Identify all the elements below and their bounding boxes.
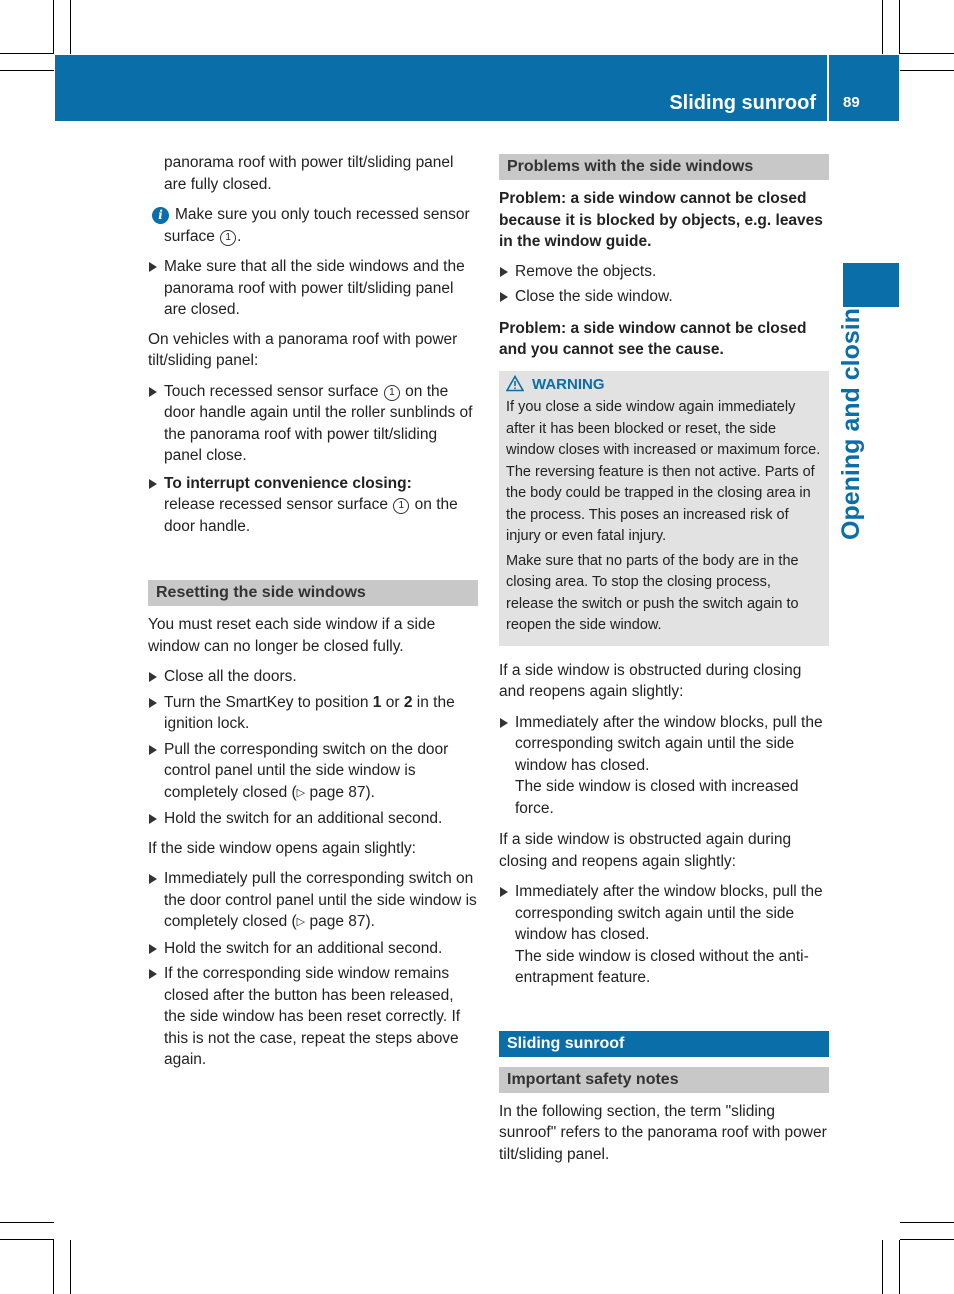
triangle-bullet-icon <box>149 698 157 708</box>
crop-mark <box>0 1239 54 1240</box>
info-text: Make sure you only touch recessed sensor surface 1 . <box>164 206 470 245</box>
crop-mark <box>899 0 900 54</box>
crop-mark <box>900 70 954 71</box>
page-ref-arrow-icon: ▷ <box>296 916 306 928</box>
problem-statement: Problem: a side window cannot be closed and you cannot see the cause. <box>499 319 807 358</box>
crop-mark <box>0 70 54 71</box>
crop-mark <box>882 1240 883 1294</box>
warning-text: Make sure that no parts of the body are in the closing area. To stop the closing process, release the switch or push the switch again to reopen the side window. <box>506 552 799 633</box>
callout-number: 1 <box>220 230 236 246</box>
section-heading: Resetting the side windows <box>148 580 478 606</box>
list-item: Hold the switch for an additional second. <box>148 808 478 830</box>
list-item: Close the side window. <box>499 286 829 308</box>
list-item: If the corresponding side window remains closed after the button has been released, the side window has been reset correctly. If this is not the case, repeat the steps above again. <box>148 963 478 1071</box>
page-number: 89 <box>843 94 860 111</box>
crop-mark <box>899 1240 900 1294</box>
triangle-bullet-icon <box>149 944 157 954</box>
result-text: The side window is closed without the anti-entrapment feature. <box>515 947 809 986</box>
list-item: Turn the SmartKey to position 1 or 2 in the ignition lock. <box>148 692 478 735</box>
list-item: Hold the switch for an additional second. <box>148 938 478 960</box>
crop-mark <box>900 1222 954 1223</box>
paragraph: In the following section, the term "sliding sunroof" refers to the panorama roof with power tilt/sliding panel. <box>499 1102 827 1163</box>
chapter-label: Opening and closing <box>837 292 865 540</box>
list-item: Close all the doors. <box>148 666 478 688</box>
crop-mark <box>0 1222 54 1223</box>
crop-mark <box>70 1240 71 1294</box>
paragraph: panorama roof with power tilt/sliding panel are fully closed. <box>164 154 454 193</box>
crop-mark <box>882 0 883 54</box>
warning-text: If you close a side window again immediately after it has been blocked or reset, the side window closes with increased or maximum force. The reversing feature is then not active. Parts of the body could be trapped in the closing area in the process. This poses an increased risk of injury or even fatal injury. <box>506 399 821 544</box>
header-divider <box>827 55 829 121</box>
info-icon: i <box>152 207 169 224</box>
crop-mark <box>53 1240 54 1294</box>
header-bar <box>55 55 899 121</box>
triangle-bullet-icon <box>500 718 508 728</box>
left-column <box>148 152 478 1075</box>
section-heading: Problems with the side windows <box>499 154 829 180</box>
triangle-bullet-icon <box>149 672 157 682</box>
crop-mark <box>900 1239 954 1240</box>
triangle-bullet-icon <box>149 262 157 272</box>
triangle-bullet-icon <box>500 267 508 277</box>
paragraph: You must reset each side window if a side window can no longer be closed fully. <box>148 616 436 655</box>
paragraph: On vehicles with a panorama roof with power tilt/sliding panel: <box>148 330 458 369</box>
triangle-bullet-icon <box>149 814 157 824</box>
warning-triangle-icon <box>506 375 524 392</box>
section-heading: Important safety notes <box>499 1067 829 1093</box>
result-text: The side window is closed with increased force. <box>515 778 799 817</box>
list-item: To interrupt convenience closing: release recessed sensor surface 1 on the door handle. <box>148 473 478 538</box>
paragraph: If a side window is obstructed again during closing and reopens again slightly: <box>499 831 792 870</box>
list-item: Remove the objects. <box>499 261 829 283</box>
right-column <box>499 154 829 1174</box>
page-ref-arrow-icon: ▷ <box>296 786 306 799</box>
triangle-bullet-icon <box>149 745 157 755</box>
section-heading-main: Sliding sunroof <box>499 1031 829 1057</box>
list-item: Touch recessed sensor surface 1 on the door handle again until the roller sunblinds of the panorama roof with power tilt/sliding panel close. <box>148 381 478 467</box>
paragraph: If a side window is obstructed during closing and reopens again slightly: <box>499 661 802 700</box>
triangle-bullet-icon <box>149 479 157 489</box>
triangle-bullet-icon <box>149 387 157 397</box>
callout-number: 1 <box>393 498 409 514</box>
list-item: Pull the corresponding switch on the door control panel until the side window is completely closed (▷ page 87). <box>148 739 478 805</box>
list-item: Immediately after the window blocks, pull the corresponding switch again until the side window has closed. The side window is closed without the anti-entrapment feature. <box>499 881 829 989</box>
triangle-bullet-icon <box>500 292 508 302</box>
problem-statement: Problem: a side window cannot be closed because it is blocked by objects, e.g. leaves in the window guide. <box>499 190 823 250</box>
crop-mark <box>900 53 954 54</box>
section-title: Sliding sunroof <box>669 92 816 114</box>
callout-number: 1 <box>384 385 400 401</box>
crop-mark <box>70 0 71 54</box>
info-note <box>148 204 478 247</box>
crop-mark <box>53 0 54 54</box>
triangle-bullet-icon <box>149 874 157 884</box>
triangle-bullet-icon <box>149 969 157 979</box>
page-reference[interactable]: page 87 <box>309 913 366 930</box>
warning-box <box>499 371 829 646</box>
list-item: Make sure that all the side windows and the panorama roof with power tilt/sliding panel are closed. <box>148 256 478 321</box>
list-item: Immediately after the window blocks, pull the corresponding switch again until the side window has closed. The side window is closed with increased force. <box>499 712 829 820</box>
triangle-bullet-icon <box>500 887 508 897</box>
paragraph: If the side window opens again slightly: <box>148 839 416 857</box>
list-item: Immediately pull the corresponding switch on the door control panel until the side window is completely closed (▷ page 87). <box>148 868 478 934</box>
crop-mark <box>0 53 54 54</box>
warning-header: WARNING <box>506 374 822 396</box>
page-reference[interactable]: page 87 <box>309 783 366 801</box>
